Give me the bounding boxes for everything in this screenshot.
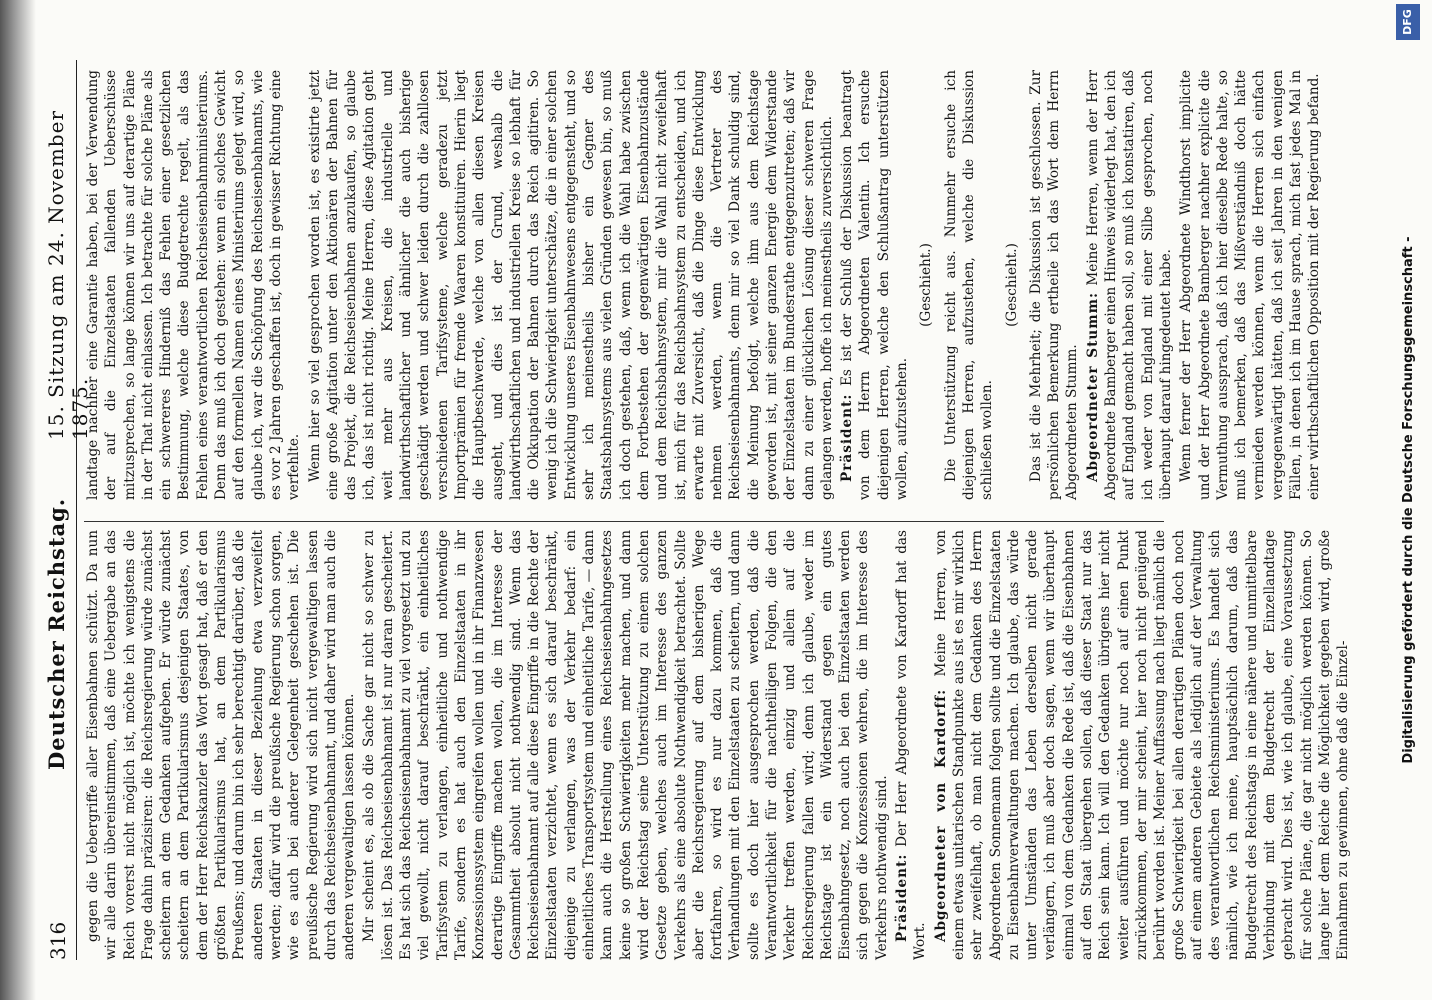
paragraph-text: Es ist der Schluß der Diskussion beantragt von dem Herrn Abgeordneten Valentin. Ich ersuche diejenigen Herren, welche den Schlußantrag unterstützen wollen, aufzustehen. bbox=[839, 70, 911, 500]
scan-edge-shadow bbox=[0, 0, 36, 1000]
paragraph-text: landtage nachher eine Garantie haben, bei der Verwendung der auf die Einzelstaaten fallenden Ueberschüsse mitzusprechen, so lange können wir uns auf derartige Pläne in der That nicht einlassen. Ich betrachte für solche Pläne als ein schwereres Hinderniß das Fehlen einer gesetzlichen Bestimmung, welche diese Budgetrechte regelt, als das Fehlen eines verantwortlichen Reichseisenbahnministeriums. Denn das muß ich doch gestehen: wenn ein solches Gewicht auf den formellen Namen eines Ministeriums gelegt wird, so glaube ich, war die Schöpfung des Reichseisenbahnamts, wie es vor 2 Jahren geschaffen ist, doch in gewisser Richtung eine verfehlte. bbox=[85, 69, 303, 500]
page-number: 316 bbox=[46, 921, 70, 960]
paragraph-text: gegen die Uebergriffe aller Eisenbahnen schützt. Da nun wir alle darin übereinstimmen, daß eine Uebergabe an das Reich vorerst nicht möglich ist, möchte ich wenigstens die Frage dahin präzisiren: die Reichsregierung würde zunächst scheitern an dem Gedanken aufgeben. Er würde zunächst scheitern an dem Partikularismus desjenigen Staates, von dem der Herr Reichskanzler das Wort gesagt hat, daß er den größten Partikularismus hat, an dem Partikularismus Preußens; und darum bin ich sehr berechtigt darüber, daß die anderen Staaten in dieser Beziehung etwa verzweifelt werden; dafür wird die preußische Regierung schon sorgen, wie es auch bei anderer Gelegenheit geschehen ist. Die preußische Regierung wird sich nicht vergewaltigen lassen durch das Reichseisenbahnamt, und daher wird man auch die anderen vergewaltigen lassen können. bbox=[85, 530, 358, 960]
paragraph-text: Wenn ferner der Herr Abgeordnete Windthorst implicite und der Herr Abgeordnete Bamberger nachher explicite die Vermuthung aussprach, daß ich hier dieselbe Rede halte, so muß ich bemerken, daß das Mißverständniß doch hätte vermieden werden können, wenn die Herren sich einfach vergegenwärtigt hätten, daß ich seit Jahren in den wenigen Fällen, in denen ich im Hause sprach, mich fast jedes Mal in einer wirthschaftlichen Opposition mit der Regierung befand. bbox=[1178, 70, 1323, 500]
speaker-label: Präsident: bbox=[894, 853, 911, 942]
dfg-logo-badge: DFG bbox=[1396, 4, 1420, 40]
paragraph-text: Meine Herren, wenn der Herr Abgeordnete Bamberger einen Hinweis widerlegt hat, den ich auf England gemacht haben soll, so muß ich konstatiren, daß ich weder von England mit einer Silbe gesprochen, noch überhaupt darauf hingedeutet habe. bbox=[1084, 69, 1174, 500]
paragraph bbox=[1177, 70, 1323, 500]
paragraph bbox=[84, 530, 358, 960]
paragraph bbox=[306, 70, 837, 500]
paragraph-text: Wenn hier so viel gesprochen worden ist, es existirte jetzt eine große Agitation unter den Aktionären der Bahnen für das Projekt, die Reichseisenbahnen anzukaufen, so glaube ich, das ist nicht richtig. Meine Herren, diese Agitation geht weit mehr aus Kreisen, die industrielle und landwirthschaftlicher und ähnlicher die auch bisherige geschädigt werden und schwer leiden durch die zahllosen verschiedenen Tarifsysteme, welche geradezu jetzt Importprämien für fremde Waaren konstituiren. Hierin liegt die Hauptbeschwerde, welche von allen diesen Kreisen ausgeht, und dies ist der Grund, weshalb die landwirthschaftlichen und industriellen Kreise so lebhaft für die Okkupation der Bahnen durch das Reich agitiren. So wenig ich die Schwierigkeit unterschätze, die in einer solchen Entwicklung unseres Eisenbahnwesens entgegensteht, und so sehr ich meinestheils bisher ein Gegner des Staatsbahnsystems aus vielen Gründen gewesen bin, so muß ich doch gestehen, daß, wenn ich die Wahl habe zwischen dem Fortbestehen der gegenwärtigen Eisenbahnzustände und dem Reichsbahnsystem, mir die Wahl nicht zweifelhaft ist, mich für das Reichsbahnsystem zu entscheiden, und ich erwarte mit Zuversicht, daß die Dinge diese Entwicklung nehmen werden, wenn die Vertreter des Reichseisenbahnamts, denn mir so viel Dank schuldig sind, die Meinung befolgt, welche ihm aus dem Reichstage geworden ist, mit seiner ganzen Energie dem Widerstande der Einzelstaaten im Bundesrathe entgegenzutreten; daß wir dann zu einer glücklichen Lösung dieser schweren Frage gelangen werden, hoffe ich meinestheils zuversichtlich. bbox=[306, 70, 835, 500]
paragraph bbox=[893, 530, 930, 960]
paragraph bbox=[838, 70, 911, 500]
paragraph-text: Meine Herren, von einem etwas unitarischen Standpunkte aus ist es mir wirklich sehr zweifelhaft, ob man nicht dem Gedanken des Herrn Abgeordneten Sonnemann folgen sollte und die Einzelstaaten zu Eisenbahnverwaltungen machen. Ich glaube, das würde unter Umständen das Leben derselben nicht gerade verlängern, ich muß aber doch sagen, wenn wir überhaupt einmal von dem Gedanken die Rede ist, daß die Eisenbahnen auf den Staat übergehen sollen, daß dieser Staat nur das Reich sein kann. Ich will den Gedanken übrigens hier nicht weiter ausführen und möchte nur noch auf einen Punkt zurückkommen, der mir scheint, hier noch nicht genügend berührt worden ist. Meiner Auffassung nach liegt nämlich die große Schwierigkeit bei allen derartigen Plänen doch noch auf einem anderen Gebiete als lediglich auf der Verwaltung des verantwortlichen Reichsministeriums. Es handelt sich nämlich, wie ich meine, hauptsächlich darum, daß das Budgetrecht des Reichstags in eine nähere und unmittelbare Verbindung mit dem Budgetrecht der Einzellandtage gebracht wird. Dies ist, wie ich glaube, eine Voraussetzung für solche Pläne, die gar nicht möglich werden können. So lange hier dem Reiche die Möglichkeit gegeben wird, große Einnahmen zu gewinnen, ohne daß die Einzel- bbox=[932, 529, 1352, 960]
header-session-date: 15. Sitzung am 24. November 1875. bbox=[44, 109, 92, 440]
paragraph bbox=[1084, 70, 1175, 500]
right-text-column bbox=[84, 70, 1344, 500]
paragraph-text: Das ist die Mehrheit; die Diskussion ist geschlossen. Zur persönlichen Bemerkung ertheile ich das Wort dem Herrn Abgeordneten Stumm. bbox=[1027, 70, 1081, 500]
speaker-label: Präsident: bbox=[839, 393, 856, 482]
header-publication-title: Deutscher Reichstag. bbox=[44, 497, 69, 770]
digitization-credit: Digitalisierung gefördert durch die Deutsche Forschungsgemeinschaft - bbox=[1401, 236, 1416, 764]
stage-direction: (Geschieht.) bbox=[1003, 243, 1020, 327]
running-head bbox=[36, 60, 92, 960]
paragraph bbox=[942, 70, 997, 500]
speaker-label: Abgeordneter Stumm: bbox=[1084, 291, 1101, 482]
paragraph-text: Die Unterstützung reicht aus. Nunmehr ersuche ich diejenigen Herren, aufzustehen, welche die Diskussion schließen wollen. bbox=[942, 70, 996, 500]
stage-direction: (Geschieht.) bbox=[918, 243, 935, 327]
paragraph bbox=[1027, 70, 1082, 500]
paragraph bbox=[360, 530, 891, 960]
paragraph-text: Der Herr Abgeordnete von Kardorff hat das Wort. bbox=[894, 530, 929, 960]
column-divider bbox=[84, 521, 1164, 522]
speaker-label: Abgeordneter von Kardorff: bbox=[932, 688, 949, 942]
paragraph bbox=[932, 530, 1353, 960]
left-text-column bbox=[84, 529, 1352, 960]
paragraph bbox=[84, 70, 304, 500]
paragraph-text: Mir scheint es, als ob die Sache gar nicht so schwer zu lösen ist. Das Reichseisenbahnamt ist nur daran gescheitert. Es hat sich das Reichseisenbahnamt zu viel vorgesetzt und zu viel gewollt, nicht darauf beschränkt, ein einheitliches Tarifsystem zu verlangen, einheitliche und nothwendige Tarife, sondern es hat auch den Einzelstaaten in ihr Konzessionssystem eingreifen wollen und in ihr Finanzwesen derartige Eingriffe machen wollen, die im Interesse der Gesammtheit absolut nicht nothwendig sind. Wenn das Reichseisenbahnamt auf alle diese Eingriffe in die Rechte der Einzelstaaten verzichtet, wenn es sich darauf beschränkt, diejenige zu verlangen, was der Verkehr bedarf: ein einheitliches Transportsystem und einheitliche Tarife, — dann kann auch die Herstellung eines Reichseisenbahngesetzes keine so großen Schwierigkeiten mehr machen, und dann wird der Reichstag seine Unterstützung zu einem solchen Gesetze geben, welches auch im Interesse des ganzen Verkehrs als eine absolute Nothwendigkeit betrachtet. Sollte aber die Reichsregierung auf dem bisherigen Wege fortfahren, so wird es nur dazu kommen, daß die Verhandlungen mit den Einzelstaaten zu scheitern, und dann sollte es doch hier ausgesprochen werden, daß die Verantwortlichkeit für die nachtheiligen Folgen, die den Verkehr treffen werden, einzig und allein auf die Reichsregierung fallen wird; denn ich glaube, weder im Reichstage ist ein Widerstand gegen ein gutes Eisenbahngesetz, noch auch bei den Einzelstaaten werden sich gegen die Konzessionen wehren, die im Interesse des Verkehrs nothwendig sind. bbox=[361, 530, 890, 960]
